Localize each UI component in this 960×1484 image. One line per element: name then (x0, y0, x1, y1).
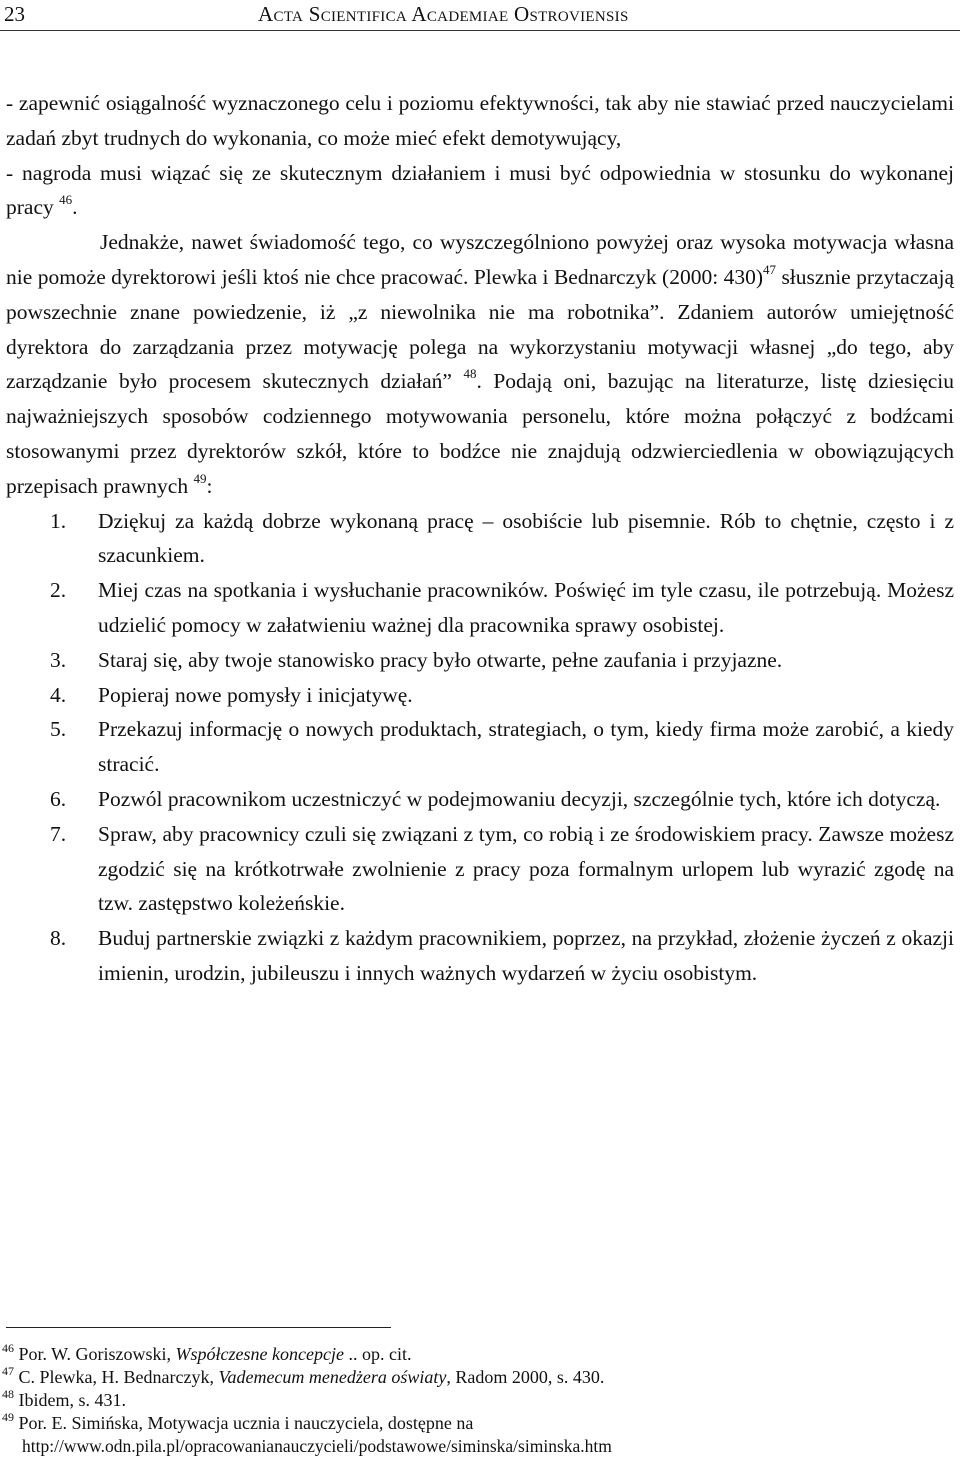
list-item (6, 817, 954, 921)
footnote-url-link[interactable]: http://www.odn.pila.pl/opracowanianauczycieli/podstawowe/siminska/siminska.htm (22, 1436, 612, 1456)
journal-title: Acta Scientifica Academiae Ostroviensis (258, 2, 629, 26)
footnote-number: 47 (2, 1364, 14, 1378)
list-text: Przekazuj informację o nowych produktach, strategiach, o tym, kiedy firma może zarobić, a kiedy stracić. (98, 717, 954, 777)
footnote-text: Por. E. Simińska, Motywacja ucznia i nauczyciela, dostępne na (14, 1413, 474, 1433)
list-item (6, 643, 954, 678)
motivation-text-c: . Podają oni, bazując na literaturze, listę dziesięciu najważniejszych sposobów codziennego motywowania personelu, które można połączyć z bodźcami stosowanymi przez dyrektorów szkół, które to bodźce nie znajdują odzwierciedlenia w obowiązujących przepisach prawnych (6, 369, 954, 498)
motivation-text-b: słusznie przytaczają powszechnie znane powiedzenie, iż „z niewolnika nie ma robotnika”. Zdaniem autorów umiejętność dyrektora do zarządzania przez motywację polega na wykorzystaniu motywacji własnej „do tego, aby zarządzanie było procesem skutecznych działań” (6, 264, 954, 394)
footnote-text: Por. W. Goriszowski, (14, 1344, 176, 1364)
list-number: 1. (50, 508, 67, 533)
list-item (6, 712, 954, 782)
footnote-ref-46[interactable]: 46 (59, 192, 73, 208)
main-text (6, 86, 954, 991)
footnote-49 (2, 1412, 952, 1435)
list-item (6, 782, 954, 817)
footnote-text: , Radom 2000, s. 430. (446, 1367, 605, 1387)
footnote-text: Ibidem, s. 431. (14, 1390, 126, 1410)
motivation-text-a: Jednakże, nawet świadomość tego, co wyszczególniono powyżej oraz wysoka motywacja własna nie pomoże dyrektorowi jeśli ktoś nie chce pracować. Plewka i Bednarczyk (2000: 430) (6, 230, 954, 289)
footnotes (2, 1343, 952, 1458)
reward-end: . (72, 195, 78, 220)
footnote-47 (2, 1366, 952, 1389)
list-item (6, 921, 954, 991)
list-number: 2. (50, 578, 67, 603)
paragraph-motivation (6, 225, 954, 503)
list-item (6, 573, 954, 643)
footnote-ref-48[interactable]: 48 (463, 366, 477, 382)
footnote-url-line (2, 1435, 952, 1458)
list-number: 5. (50, 717, 67, 742)
list-number: 3. (50, 647, 67, 672)
footnote-separator (6, 1327, 391, 1328)
reward-text: - nagroda musi wiązać się ze skutecznym działaniem i musi być odpowiednia w stosunku do wykonanej pracy (6, 160, 954, 220)
list-text: Miej czas na spotkania i wysłuchanie pracowników. Poświęć im tyle czasu, ile potrzebują. Możesz udzielić pomocy w załatwieniu ważnej dla pracownika sprawy osobistej. (98, 578, 954, 637)
list-number: 7. (50, 821, 67, 846)
footnote-text: .. op. cit. (343, 1344, 412, 1364)
footnote-ref-49[interactable]: 49 (193, 470, 207, 486)
list-number: 6. (50, 786, 67, 811)
footnote-text: C. Plewka, H. Bednarczyk, (14, 1367, 219, 1387)
list-number: 4. (50, 682, 67, 707)
footnote-46 (2, 1343, 952, 1366)
list-text: Dziękuj za każdą dobrze wykonaną pracę – osobiście lub pisemnie. Rób to chętnie, często i z szacunkiem. (98, 508, 954, 568)
list-text: Pozwól pracownikom uczestniczyć w podejmowaniu decyzji, szczególnie tych, które ich dotyczą. (98, 786, 941, 811)
footnote-title: Współczesne koncepcje (175, 1344, 344, 1364)
footnote-number: 49 (2, 1410, 14, 1424)
footnote-number: 46 (2, 1341, 14, 1355)
list-text: Popieraj nowe pomysły i inicjatywę. (98, 682, 413, 707)
footnote-48 (2, 1389, 952, 1412)
motivation-text-d: : (206, 473, 213, 498)
footnote-number: 48 (2, 1387, 14, 1401)
footnote-ref-47[interactable]: 47 (763, 261, 777, 277)
list-text: Spraw, aby pracownicy czuli się związani z tym, co robią i ze środowiskiem pracy. Zawsze możesz zgodzić się na krótkotrwałe zwolnienie z pracy poza formalnym urlopem lub wyrazić zgodę na tzw. zastępstwo koleżeńskie. (98, 821, 954, 916)
list-text: Staraj się, aby twoje stanowisko pracy było otwarte, pełne zaufania i przyjazne. (98, 647, 783, 672)
list-number: 8. (50, 926, 67, 951)
paragraph-goal: - zapewnić osiągalność wyznaczonego celu i poziomu efektywności, tak aby nie stawiać przed nauczycielami zadań zbyt trudnych do wykonania, co może mieć efekt demotywujący, (6, 91, 954, 150)
list-text: Buduj partnerskie związki z każdym pracownikiem, poprzez, na przykład, złożenie życzeń z okazji imienin, urodzin, jubileuszu i innych ważnych wydarzeń w życiu osobistym. (98, 926, 954, 985)
motivation-methods-list (6, 504, 954, 991)
paragraph-reward (6, 156, 954, 226)
running-header (0, 0, 960, 31)
list-item (6, 678, 954, 713)
footnote-title: Vademecum menedżera oświaty (218, 1367, 447, 1387)
page-number: 23 (4, 2, 25, 26)
list-item (6, 504, 954, 574)
